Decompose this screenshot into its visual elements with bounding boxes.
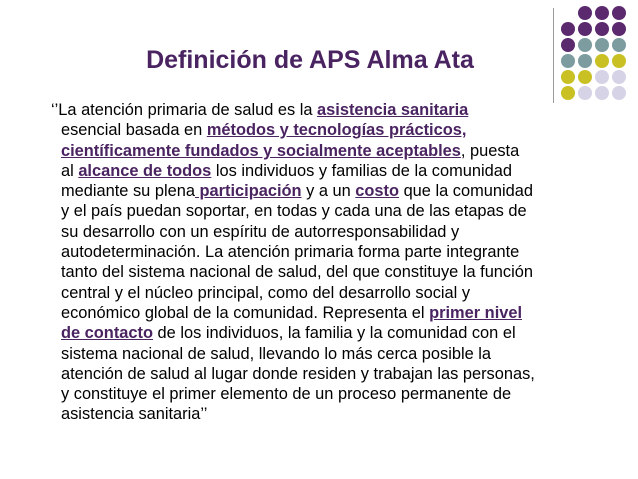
text-segment: al: [61, 161, 79, 180]
definition-text: [51, 100, 607, 425]
text-line: [51, 404, 607, 424]
text-segment: los individuos y familias de la comunidad: [211, 161, 512, 180]
text-segment: asistencia sanitaria’’: [61, 405, 208, 424]
decorative-dot: [595, 86, 609, 100]
title-divider-line: [553, 8, 554, 103]
key-term: de contacto: [61, 324, 153, 343]
decorative-dot: [561, 86, 575, 100]
key-term: asistencia sanitaria: [317, 101, 469, 119]
decorative-dot: [612, 22, 626, 36]
text-line: [51, 364, 607, 384]
decorative-dot: [578, 70, 592, 84]
decorative-dot: [578, 54, 592, 68]
decorative-dot: [612, 38, 626, 52]
decorative-dot: [612, 6, 626, 20]
key-term: primer nivel: [429, 303, 523, 322]
text-segment: autodeterminación. La atención primaria forma parte integrante: [61, 243, 520, 262]
text-segment: de los individuos, la familia y la comunidad con el: [152, 324, 516, 343]
text-line: [51, 344, 607, 364]
text-line: [51, 262, 607, 282]
text-line: [51, 283, 607, 303]
decorative-dot: [612, 86, 626, 100]
text-line: [51, 323, 607, 343]
decorative-dot: [595, 6, 609, 20]
text-segment: que la comunidad: [399, 182, 533, 201]
text-segment: y constituye el primer elemento de un proceso permanente de: [61, 385, 512, 404]
key-term: participación: [194, 182, 302, 201]
text-line: [51, 181, 607, 201]
text-segment: tanto del sistema nacional de salud, del que constituye la función: [61, 263, 533, 282]
text-segment: atención de salud al lugar donde residen y trabajan las personas,: [61, 364, 535, 383]
text-line: [51, 384, 607, 404]
text-line: [51, 100, 607, 120]
decorative-dot: [561, 54, 575, 68]
text-segment: ‘’La atención primaria de salud es la: [51, 101, 318, 119]
decorative-dot: [578, 22, 592, 36]
decorative-dot: [578, 38, 592, 52]
decorative-dot: [578, 6, 592, 20]
decorative-dot: [612, 54, 626, 68]
decorative-dot-grid: [561, 6, 633, 106]
text-line: [51, 161, 607, 181]
decorative-dot: [561, 70, 575, 84]
decorative-dot: [595, 22, 609, 36]
text-segment: su desarrollo con un espíritu de autorresponsabilidad y: [61, 222, 460, 241]
decorative-dot: [612, 70, 626, 84]
key-term: métodos y tecnologías prácticos,: [206, 121, 467, 140]
key-term: costo: [355, 182, 400, 201]
text-line: [51, 120, 607, 140]
text-segment: y a un: [301, 182, 356, 201]
text-segment: esencial basada en: [61, 121, 207, 140]
text-segment: mediante su plena: [61, 182, 195, 201]
decorative-dot: [561, 38, 575, 52]
text-segment: central y el núcleo principal, como del desarrollo social y: [61, 283, 471, 302]
text-line: [51, 242, 607, 262]
decorative-dot: [595, 38, 609, 52]
key-term: alcance de todos: [78, 161, 212, 180]
text-line: [51, 141, 607, 161]
slide-title: Definición de APS Alma Ata: [146, 46, 474, 74]
key-term: científicamente fundados y socialmente aceptables: [61, 141, 461, 160]
text-segment: y el país puedan soportar, en todas y cada una de las etapas de: [61, 202, 527, 221]
text-line: [51, 201, 607, 221]
decorative-dot: [561, 22, 575, 36]
decorative-dot: [595, 54, 609, 68]
text-line: [51, 222, 607, 242]
decorative-dot: [595, 70, 609, 84]
text-segment: , puesta: [460, 141, 520, 160]
text-line: [51, 303, 607, 323]
text-segment: sistema nacional de salud, llevando lo más cerca posible la: [61, 344, 492, 363]
text-segment: económico global de la comunidad. Representa el: [61, 303, 430, 322]
decorative-dot: [578, 86, 592, 100]
